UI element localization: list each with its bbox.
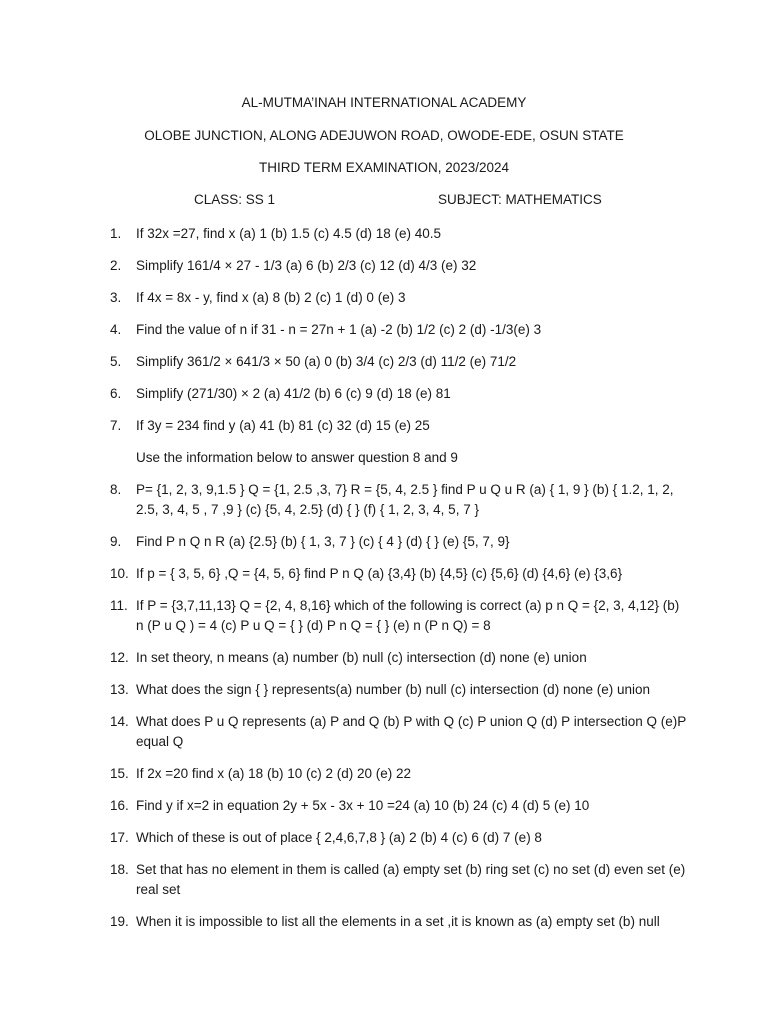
class-label: CLASS: SS 1 <box>194 192 276 207</box>
instruction-note: Use the information below to answer question 8 and 9 <box>136 450 458 465</box>
question-text: What does P u Q represents (a) P and Q (b) P with Q (c) P union Q (d) P intersection Q (e)P equal Q <box>136 714 686 749</box>
question-number: 19. <box>110 914 129 929</box>
question-text: If 3y = 234 find y (a) 41 (b) 81 (c) 32 (d) 15 (e) 25 <box>136 418 430 433</box>
question-item <box>110 680 690 700</box>
question-item <box>110 480 690 520</box>
question-number: 1. <box>110 226 122 241</box>
subject-label: SUBJECT: MATHEMATICS <box>438 192 602 207</box>
question-text: If 2x =20 find x (a) 18 (b) 10 (c) 2 (d) 20 (e) 22 <box>136 766 411 781</box>
question-number: 15. <box>110 766 129 781</box>
school-address: OLOBE JUNCTION, ALONG ADEJUWON ROAD, OWODE-EDE, OSUN STATE <box>144 128 624 143</box>
question-number: 18. <box>110 862 129 877</box>
question-item <box>110 256 690 276</box>
question-text: Find y if x=2 in equation 2y + 5x - 3x + 10 =24 (a) 10 (b) 24 (c) 4 (d) 5 (e) 10 <box>136 798 590 813</box>
question-number: 9. <box>110 534 122 549</box>
question-item <box>110 596 690 636</box>
question-number: 7. <box>110 418 122 433</box>
question-number: 17. <box>110 830 129 845</box>
question-item <box>110 224 690 244</box>
question-list <box>110 224 690 944</box>
question-number: 16. <box>110 798 129 813</box>
question-text: If 32x =27, find x (a) 1 (b) 1.5 (c) 4.5 (d) 18 (e) 40.5 <box>136 226 442 241</box>
question-item <box>110 764 690 784</box>
question-text: Which of these is out of place { 2,4,6,7,8 } (a) 2 (b) 4 (c) 6 (d) 7 (e) 8 <box>136 830 542 845</box>
question-number: 3. <box>110 290 122 305</box>
question-item <box>110 532 690 552</box>
question-text: If P = {3,7,11,13} Q = {2, 4, 8,16} which of the following is correct (a) p n Q = {2, 3, 4,12} (b) n (P u Q ) = 4 (c) P u Q = { } (d) P n Q = { } (e) n (P n Q) = 8 <box>136 598 680 633</box>
question-item <box>110 860 690 900</box>
question-item <box>110 352 690 372</box>
question-number: 5. <box>110 354 122 369</box>
question-item <box>110 320 690 340</box>
question-number: 14. <box>110 714 129 729</box>
question-text: Find the value of n if 31 - n = 27n + 1 (a) -2 (b) 1/2 (c) 2 (d) -1/3(e) 3 <box>136 322 542 337</box>
question-number: 6. <box>110 386 122 401</box>
question-number: 12. <box>110 650 129 665</box>
question-text: What does the sign { } represents(a) number (b) null (c) intersection (d) none (e) union <box>136 682 651 697</box>
question-text: Simplify (271/30) × 2 (a) 41/2 (b) 6 (c) 9 (d) 18 (e) 81 <box>136 386 451 401</box>
question-number: 8. <box>110 482 122 497</box>
question-item <box>110 912 690 932</box>
question-text: In set theory, n means (a) number (b) null (c) intersection (d) none (e) union <box>136 650 587 665</box>
school-name: AL-MUTMA’INAH INTERNATIONAL ACADEMY <box>241 95 527 110</box>
question-item <box>110 648 690 668</box>
question-number: 10. <box>110 566 129 581</box>
question-number: 11. <box>110 598 128 613</box>
question-text: If p = { 3, 5, 6} ,Q = {4, 5, 6} find P n Q (a) {3,4} (b) {4,5} (c) {5,6} (d) {4,6} (e) {3,6} <box>136 566 623 581</box>
question-item <box>110 288 690 308</box>
question-item <box>110 416 690 436</box>
question-item <box>110 712 690 752</box>
question-number: 13. <box>110 682 129 697</box>
question-number: 2. <box>110 258 122 273</box>
question-text: If 4x = 8x - y, find x (a) 8 (b) 2 (c) 1 (d) 0 (e) 3 <box>136 290 406 305</box>
question-text: Simplify 161/4 × 27 - 1/3 (a) 6 (b) 2/3 (c) 12 (d) 4/3 (e) 32 <box>136 258 477 273</box>
question-text: Set that has no element in them is called (a) empty set (b) ring set (c) no set (d) even set (e) real set <box>136 862 686 897</box>
question-item <box>110 796 690 816</box>
question-number: 4. <box>110 322 122 337</box>
question-item <box>110 564 690 584</box>
question-text: When it is impossible to list all the elements in a set ,it is known as (a) empty set (b) null <box>136 914 660 929</box>
question-text: Find P n Q n R (a) {2.5} (b) { 1, 3, 7 } (c) { 4 } (d) { } (e) {5, 7, 9} <box>136 534 510 549</box>
question-text: P= {1, 2, 3, 9,1.5 } Q = {1, 2.5 ,3, 7} R = {5, 4, 2.5 } find P u Q u R (a) { 1, 9 } (b) { 1.2, 1, 2, 2.5, 3, 4, 5 , 7 ,9 } (c) {5, 4, 2.5} (d) { } (f) { 1, 2, 3, 4, 5, 7 } <box>136 482 674 517</box>
question-item <box>110 384 690 404</box>
question-item <box>110 828 690 848</box>
question-text: Simplify 361/2 × 641/3 × 50 (a) 0 (b) 3/4 (c) 2/3 (d) 11/2 (e) 71/2 <box>136 354 517 369</box>
exam-title: THIRD TERM EXAMINATION, 2023/2024 <box>258 160 510 175</box>
